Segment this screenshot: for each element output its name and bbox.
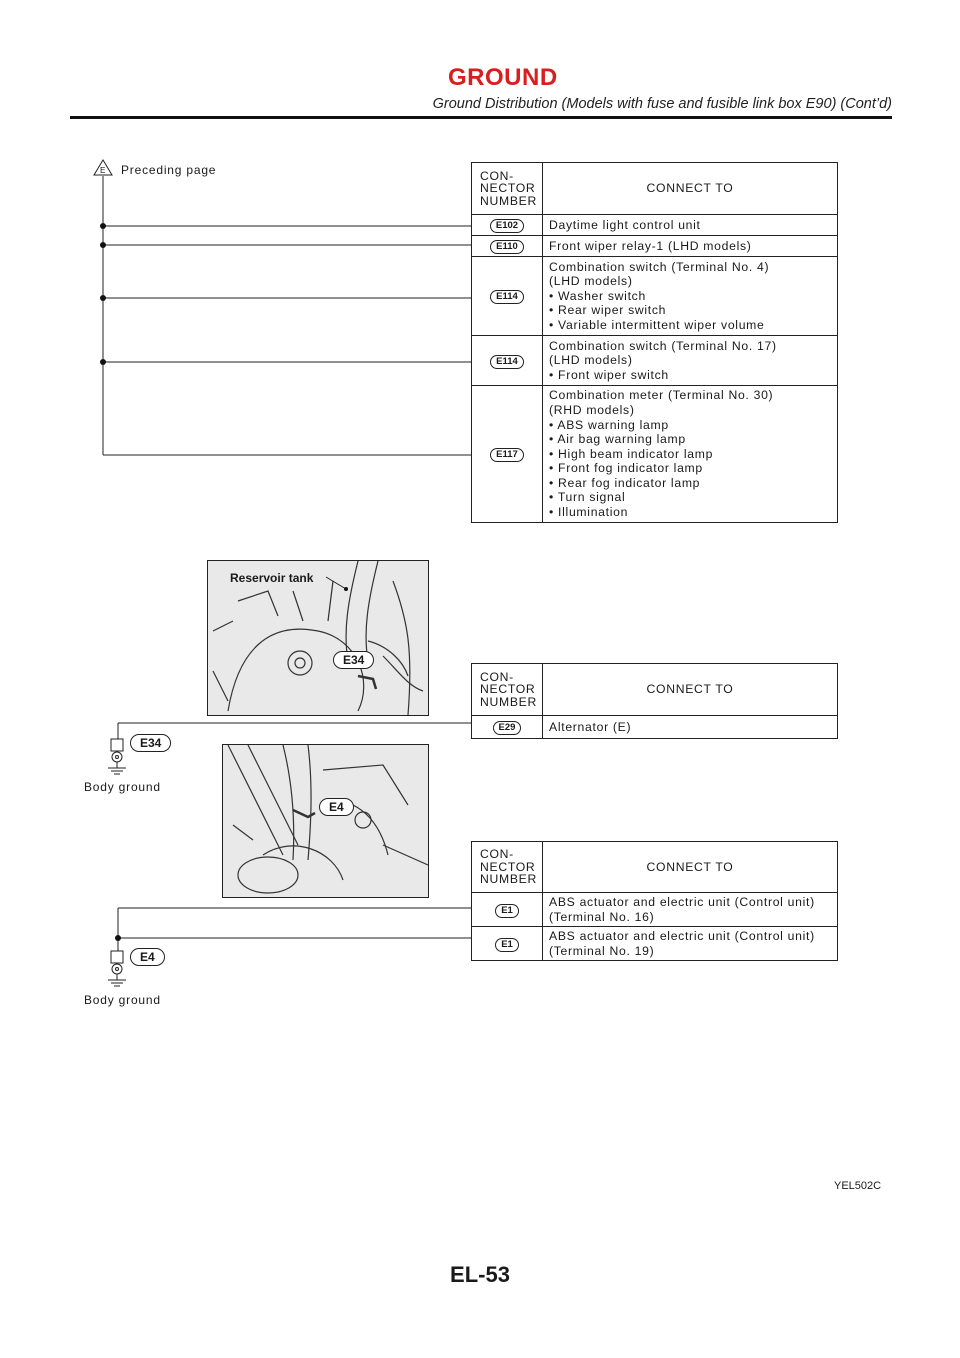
connect-to-cell: ABS actuator and electric unit (Control unit) (Terminal No. 19) [543,927,838,961]
connect-to-cell: Combination switch (Terminal No. 17) (LHD models) • Front wiper switch [543,336,838,386]
header-connect-to: CONNECT TO [543,163,838,215]
connect-to-cell: ABS actuator and electric unit (Control unit) (Terminal No. 16) [543,893,838,927]
connect-to-cell: Daytime light control unit [543,215,838,236]
photo-e4-location [222,744,429,898]
preceding-page-label: Preceding page [121,163,217,177]
connector-badge: E117 [490,448,524,462]
ground1-connector-badge: E34 [130,734,171,752]
connect-to-cell: Combination meter (Terminal No. 30) (RHD models) • ABS warning lamp • Air bag warning lamp • High beam indicator lamp • Front fog indicator lamp • Rear fog indicator lamp • Turn signal • Illumination [543,386,838,523]
junction-dot [100,295,106,301]
connector-badge: E29 [493,721,522,735]
connect-to-cell: Alternator (E) [543,716,838,739]
header-connector-number: CON- NECTOR NUMBER [472,163,543,215]
header-connector-number: CON- NECTOR NUMBER [472,842,543,893]
connect-to-cell: Front wiper relay-1 (LHD models) [543,236,838,257]
reservoir-tank-callout: Reservoir tank [230,571,314,585]
connector-badge: E114 [490,355,524,369]
junction-dot [115,935,121,941]
junction-dot [100,242,106,248]
ground2-connector-badge: E4 [130,948,165,966]
connector-table-1 [471,162,838,523]
header-connect-to: CONNECT TO [543,842,838,893]
connector-badge: E110 [490,240,524,254]
connector-table-3 [471,841,838,961]
header-connect-to: CONNECT TO [543,664,838,716]
photo2-connector-badge: E4 [319,798,354,816]
connect-to-cell: Combination switch (Terminal No. 4) (LHD models) • Washer switch • Rear wiper switch • Variable intermittent wiper volume [543,257,838,336]
preceding-marker: E [100,166,106,175]
junction-dot [100,223,106,229]
page-number: EL-53 [450,1262,510,1287]
connector-table-2 [471,663,838,739]
header-connector-number: CON- NECTOR NUMBER [472,664,543,716]
figure-code: YEL502C [834,1180,882,1192]
junction-dot [100,359,106,365]
connector-badge: E1 [495,938,519,952]
photo1-connector-badge: E34 [333,651,374,669]
section-title: GROUND [448,64,558,91]
connector-badge: E102 [490,219,524,233]
ground1-label: Body ground [84,780,161,794]
ground2-label: Body ground [84,993,161,1007]
section-subtitle: Ground Distribution (Models with fuse and fusible link box E90) (Cont’d) [432,96,892,112]
connector-badge: E114 [490,290,524,304]
engine-bay-illustration [223,745,428,897]
connector-badge: E1 [495,904,519,918]
